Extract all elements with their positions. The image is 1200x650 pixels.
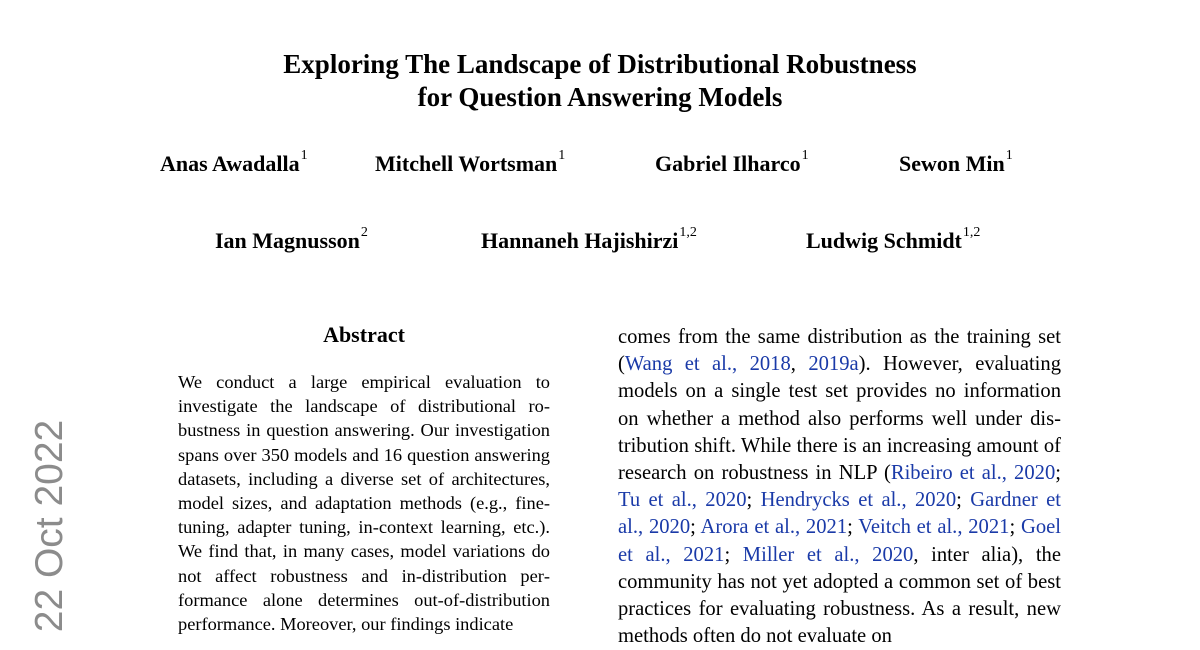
title-line-2: for Question Answering Models [417, 82, 783, 112]
citation-link[interactable]: Wang et al., [624, 353, 738, 376]
citation-link[interactable]: Gardner et al., 2020 [618, 489, 1061, 539]
citation-link[interactable]: 2019a [808, 353, 859, 376]
citation-link[interactable]: Miller et al., 2020 [742, 543, 914, 566]
arxiv-date-text: 22 Oct 2022 [28, 419, 72, 633]
abstract-text: We conduct a large empirical evaluation to investigate the landscape of distributional robustness in question answering. Our investigation spans over 350 models and 16 question answering datasets, including a diverse set of architectures, model sizes, and adaptation methods (e.g., fine-tuning, adapter tuning, in-context learning, etc.). We find that, in many cases, model variations do not affect robustness and in-distribution performance alone determines out-of-distribution performance. Moreover, our findings indicate [178, 372, 550, 635]
citation-link[interactable]: Ribeiro et al., 2020 [890, 462, 1056, 485]
title-line-1: Exploring The Landscape of Distributional Robustness [283, 49, 917, 79]
citation-link[interactable]: Veitch et al., 2021 [858, 516, 1010, 539]
citation-link[interactable]: Arora et al., 2021 [700, 516, 848, 539]
author-hajishirzi: Hannaneh Hajishirzi$^{1,2}$ [481, 225, 697, 253]
citation-link[interactable]: Goel et al., 2021 [618, 516, 1061, 566]
arxiv-date-stamp [25, 419, 75, 633]
author-awadalla: Anas Awadalla$^1$ [160, 148, 308, 176]
introduction-text: comes from the same distribution as the training set (Wang et al., 2018, 2019a). However, evaluating models on a single test set provides no information on whether a method also performs well under distribution shift. While there is an increasing amount of research on robustness in NLP (Ribeiro et al., 2020; Tu et al., 2020; Hendrycks et al., 2020; Gardner et al., 2020; Arora et al., 2021; Veitch et al., 2021; Goel et al., 2021; Miller et al., 2020, inter alia), the community has not yet adopted a common set of best practices for evaluating robustness. As a result, new methods often do not evaluate on [618, 326, 1061, 648]
author-wortsman: Mitchell Wortsman$^1$ [375, 148, 566, 176]
author-magnusson: Ian Magnusson$^2$ [215, 225, 368, 253]
author-schmidt: Ludwig Schmidt$^{1,2}$ [806, 225, 981, 253]
abstract-heading: Abstract [323, 322, 405, 347]
author-ilharco: Gabriel Ilharco$^1$ [655, 148, 809, 176]
citation-link[interactable]: Hendrycks et al., 2020 [760, 489, 957, 512]
citation-link[interactable]: Tu et al., 2020 [618, 489, 747, 512]
author-min: Sewon Min$^1$ [899, 148, 1013, 176]
citation-link[interactable]: 2018 [749, 353, 791, 376]
paper-title [0, 48, 1200, 114]
